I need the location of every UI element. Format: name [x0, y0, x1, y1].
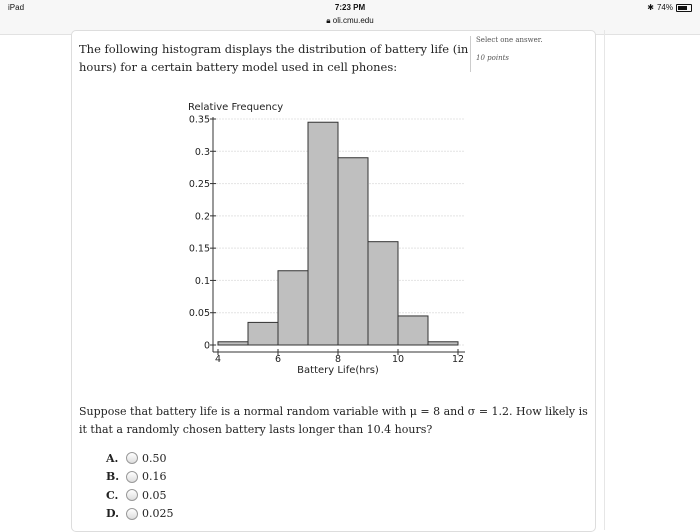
histogram-bar: [248, 322, 278, 345]
histogram-bar: [398, 316, 428, 345]
histogram-bar: [368, 242, 398, 345]
y-tick-label: 0: [203, 340, 210, 352]
x-tick-label: 10: [391, 354, 405, 365]
x-tick-label: 12: [451, 354, 465, 365]
battery-percent: 74%: [656, 3, 673, 12]
option-letter: D.: [106, 507, 119, 521]
y-tick-label: 0.35: [188, 114, 210, 126]
lock-icon: 🔒︎: [326, 16, 331, 25]
x-tick-label: 8: [334, 354, 342, 365]
answer-options: [106, 449, 174, 523]
option-value: 0.50: [142, 451, 167, 465]
option-value: 0.16: [142, 470, 167, 484]
histogram-bar: [278, 271, 308, 345]
y-tick-label: 0.15: [188, 243, 210, 255]
radio-button[interactable]: [126, 452, 138, 464]
y-axis-label: Relative Frequency: [188, 102, 284, 113]
option-value: 0.05: [142, 488, 167, 502]
option-b[interactable]: [106, 468, 174, 487]
option-letter: B.: [106, 470, 120, 484]
option-letter: C.: [106, 488, 119, 502]
instruction-label: Select one answer.: [476, 36, 543, 44]
option-letter: A.: [106, 451, 119, 465]
x-tick-label: 6: [274, 354, 282, 365]
bluetooth-icon: ✱: [647, 3, 654, 12]
y-tick-label: 0.3: [194, 146, 210, 158]
device-label: iPad: [8, 3, 25, 12]
histogram-bar: [308, 122, 338, 345]
question-text: Suppose that battery life is a normal random variable with μ = 8 and σ = 1.2. How likely is it that a randomly chosen battery lasts longer than 10.4 hours?: [79, 405, 588, 436]
histogram-bar: [428, 342, 458, 345]
y-tick-label: 0.05: [188, 308, 210, 320]
option-c[interactable]: [106, 486, 174, 505]
intro-text: The following histogram displays the distribution of battery life (in hours) for a certain battery model used in cell phones:: [79, 42, 469, 74]
y-tick-label: 0.2: [194, 211, 210, 223]
radio-button[interactable]: [126, 471, 138, 483]
option-d[interactable]: [106, 505, 174, 524]
y-tick-label: 0.25: [188, 179, 210, 191]
x-tick-label: 4: [214, 354, 222, 365]
y-tick-label: 0.1: [194, 275, 210, 287]
option-a[interactable]: [106, 449, 174, 468]
histogram-bar: [338, 158, 368, 345]
url-text: oli.cmu.edu: [332, 16, 374, 25]
x-axis-label: Battery Life(hrs): [297, 365, 379, 376]
radio-button[interactable]: [126, 508, 138, 520]
radio-button[interactable]: [126, 489, 138, 501]
option-value: 0.025: [142, 507, 174, 521]
histogram-bar: [218, 342, 248, 345]
clock: 7:23 PM: [334, 3, 366, 12]
points-label: 10 points: [476, 54, 509, 62]
